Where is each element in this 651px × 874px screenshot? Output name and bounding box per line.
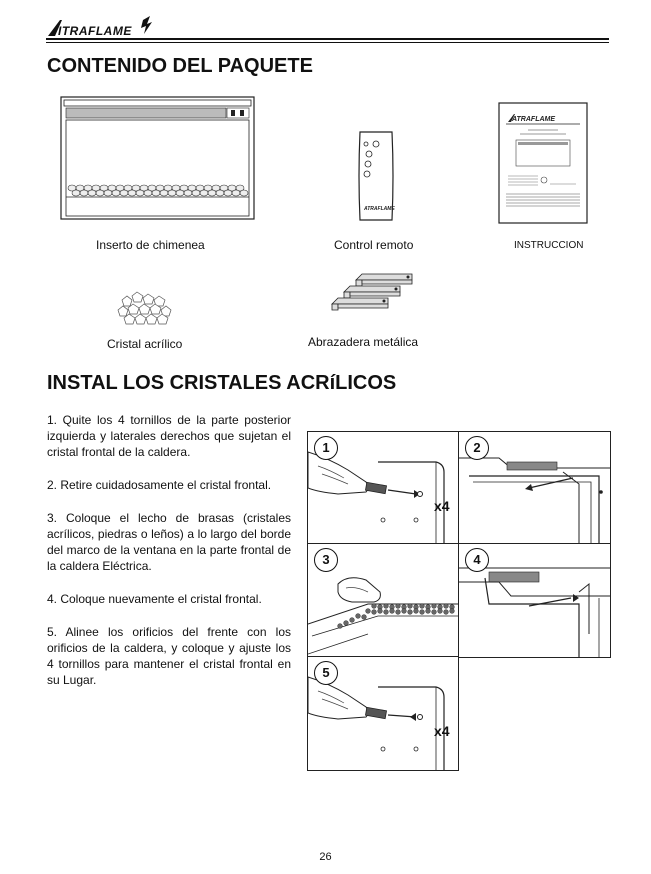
caption-remote: Control remoto xyxy=(334,238,414,252)
step-number-badge: 2 xyxy=(465,436,489,460)
step-number-badge: 1 xyxy=(314,436,338,460)
install-steps xyxy=(47,412,291,705)
metal-bracket-illustration xyxy=(326,270,416,316)
caption-insert: Inserto de chimenea xyxy=(96,238,205,252)
diagram-step-2 xyxy=(458,431,611,545)
acrylic-crystal-illustration xyxy=(116,290,172,330)
diagram-step-5 xyxy=(307,656,459,771)
fireplace-insert-illustration xyxy=(60,96,255,220)
remote-control-illustration xyxy=(356,130,396,222)
caption-bracket: Abrazadera metálica xyxy=(308,335,419,349)
step-number-badge: 3 xyxy=(314,548,338,572)
section-title-install: INSTAL LOS CRISTALES ACRíLICOS xyxy=(47,372,397,394)
logo-text: ITRAFLAME xyxy=(58,24,132,38)
section-title-package: CONTENIDO DEL PAQUETE xyxy=(47,55,313,77)
header-rule xyxy=(46,38,609,40)
diagram-step-4 xyxy=(458,543,611,658)
step-5: 5. Alinee los orificios del frente con los orificios de la caldera, y coloque y ajuste los 4 tornillos para mantener el cristal frontal en su Lugar. xyxy=(47,625,291,687)
instruction-manual-illustration xyxy=(498,102,588,224)
x4-label: x4 xyxy=(434,498,450,514)
caption-manual: INSTRUCCION xyxy=(514,240,584,251)
svg-text:ATRAFLAME: ATRAFLAME xyxy=(512,116,556,123)
step-1: 1. Quite los 4 tornillos de la parte posterior izquierda y laterales derechos que sujetan el cristal frontal de la caldera. xyxy=(47,413,291,459)
step-number-badge: 4 xyxy=(465,548,489,572)
flame-logo-icon xyxy=(46,16,156,40)
diagram-step-3 xyxy=(307,543,459,658)
x4-label: x4 xyxy=(434,723,450,739)
page-number: 26 xyxy=(319,851,332,863)
svg-text:ATRAFLAME: ATRAFLAME xyxy=(364,206,395,212)
step-3: 3. Coloque el lecho de brasas (cristales acrílicos, piedras o leños) a lo largo del borde del marco de la ventana en la parte frontal de la caldera Eléctrica. xyxy=(47,511,291,573)
header-rule-thin xyxy=(46,42,609,43)
caption-crystal: Cristal acrílico xyxy=(107,337,183,351)
step-number-badge: 5 xyxy=(314,661,338,685)
step-2: 2. Retire cuidadosamente el cristal frontal. xyxy=(47,478,272,492)
brand-logo xyxy=(46,16,156,40)
step-4: 4. Coloque nuevamente el cristal frontal. xyxy=(47,592,262,606)
diagram-step-1 xyxy=(307,431,459,545)
